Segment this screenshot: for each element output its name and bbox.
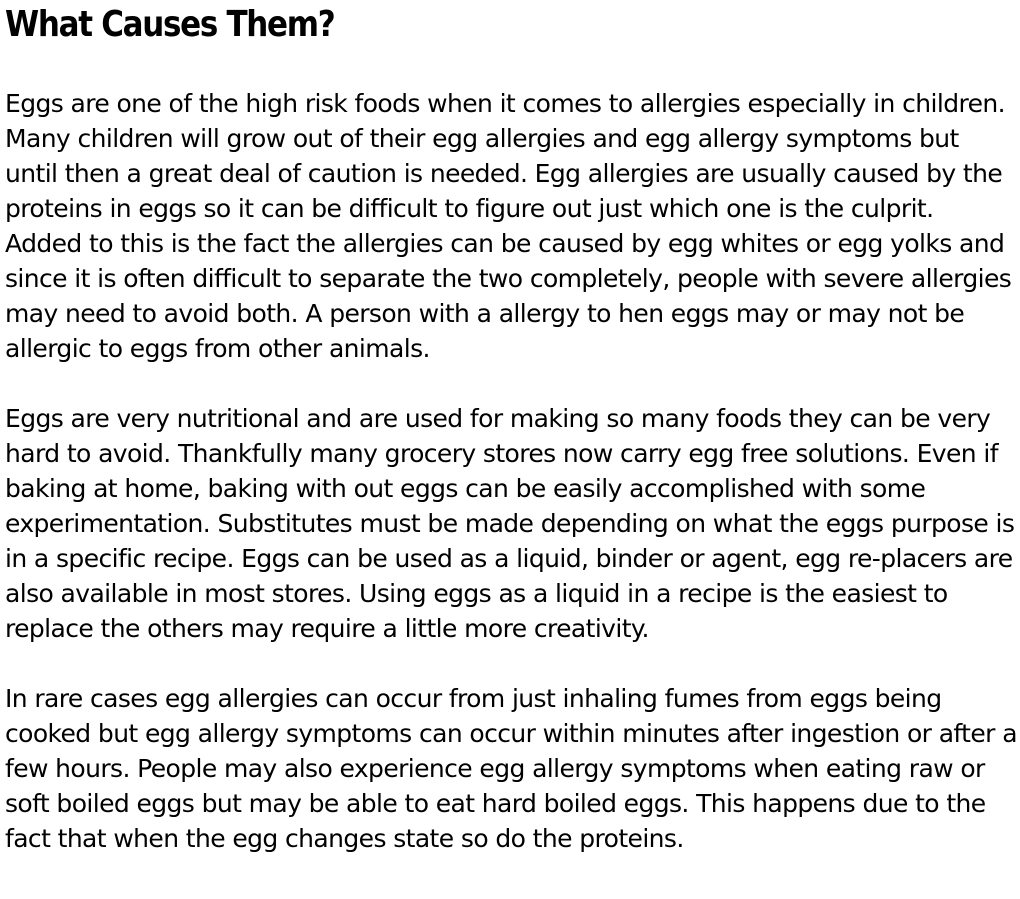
paragraph-egg-allergy-causes: Eggs are one of the high risk foods when it comes to allergies especially in children. Many children will grow out of their egg allergies and egg allergy symptoms but until then a great deal of caution is needed. Egg allergies are usually caused by the proteins in eggs so it can be difficult to figure out just which one is the culprit. Added to this is the fact the allergies can be caused by egg whites or egg yolks and since it is often difficult to separate the two completely, people with severe allergies may need to avoid both. A person with a allergy to hen eggs may or may not be allergic to eggs from other animals. bbox=[5, 89, 1012, 363]
article bbox=[5, 0, 1017, 856]
paragraph-rare-cases: In rare cases egg allergies can occur from just inhaling fumes from eggs being cooked but egg allergy symptoms can occur within minutes after ingestion or after a few hours. People may also experience egg allergy symptoms when eating raw or soft boiled eggs but may be able to eat hard boiled eggs. This happens due to the fact that when the egg changes state so do the proteins. bbox=[5, 684, 1017, 853]
paragraph-egg-substitutes: Eggs are very nutritional and are used for making so many foods they can be very hard to avoid. Thankfully many grocery stores now carry egg free solutions. Even if baking at home, baking with out eggs can be easily accomplished with some experimentation. Substitutes must be made depending on what the eggs purpose is in a specific recipe. Eggs can be used as a liquid, binder or agent, egg re-placers are also available in most stores. Using eggs as a liquid in a recipe is the easiest to replace the others may require a little more creativity. bbox=[5, 404, 1015, 643]
section-heading: What Causes Them? bbox=[5, 4, 335, 45]
